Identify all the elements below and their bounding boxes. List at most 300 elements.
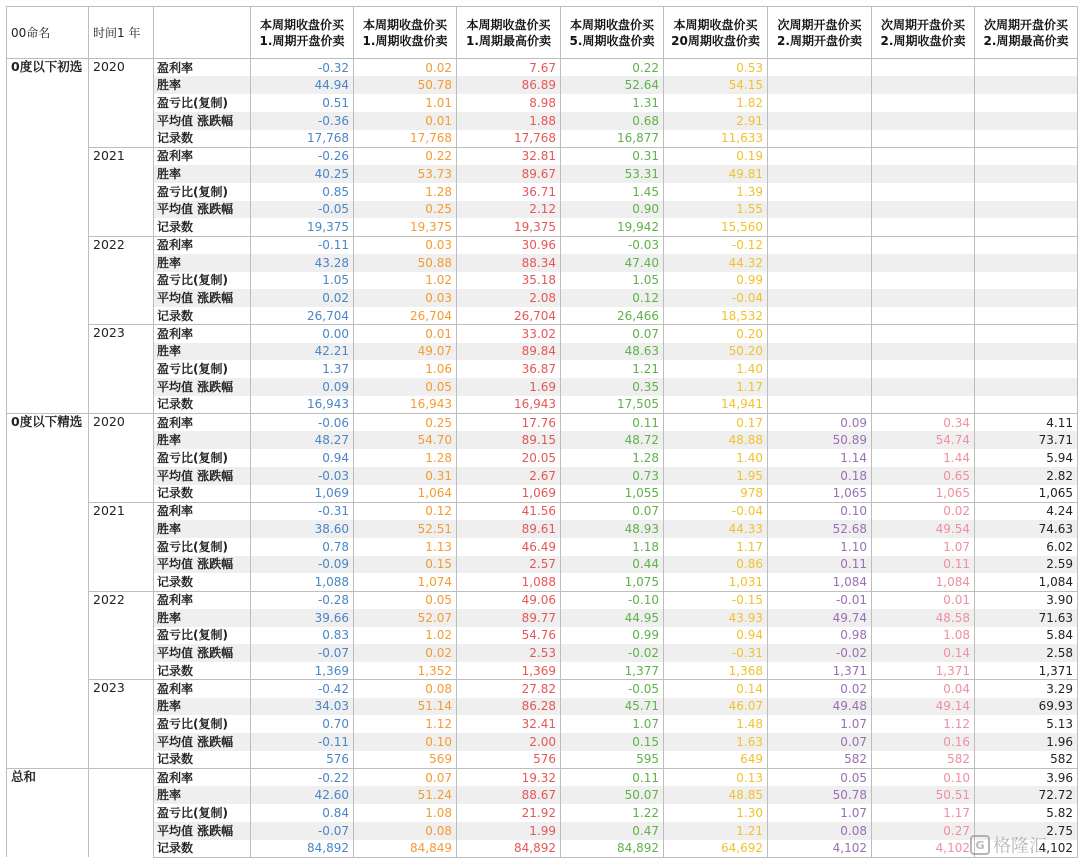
value-cell: 1.07 (872, 538, 975, 556)
value-cell: 46.07 (664, 698, 768, 716)
value-cell: 2.58 (975, 644, 1078, 662)
value-cell: 27.82 (457, 680, 561, 698)
value-cell (872, 360, 975, 378)
value-cell: 40.25 (251, 165, 354, 183)
table-row (7, 538, 1078, 556)
value-cell: 0.01 (354, 112, 457, 130)
value-cell: 0.03 (354, 236, 457, 254)
table-row (7, 627, 1078, 645)
value-cell (975, 76, 1078, 94)
value-cell: -0.36 (251, 112, 354, 130)
time-label[interactable]: 时间1 年 (89, 7, 154, 59)
value-cell: 0.12 (354, 502, 457, 520)
value-cell: 0.27 (872, 822, 975, 840)
value-cell: 1,352 (354, 662, 457, 680)
value-cell: 3.96 (975, 769, 1078, 787)
watermark (970, 832, 1066, 858)
value-cell: 17,505 (561, 396, 664, 414)
metric-label: 记录数 (154, 396, 251, 414)
value-cell (768, 343, 872, 361)
value-cell: 1,377 (561, 662, 664, 680)
value-cell: -0.02 (768, 644, 872, 662)
metric-label: 盈亏比(复制) (154, 449, 251, 467)
value-cell: 0.78 (251, 538, 354, 556)
value-cell (872, 396, 975, 414)
column-header[interactable]: 本周期收盘价买 5.周期收盘价卖 (561, 7, 664, 59)
value-cell: 649 (664, 751, 768, 769)
value-cell: 48.72 (561, 431, 664, 449)
group-label[interactable]: 0度以下精选 (7, 414, 89, 769)
value-cell (872, 94, 975, 112)
value-cell: 50.89 (768, 431, 872, 449)
value-cell: 1.12 (872, 715, 975, 733)
value-cell: -0.15 (664, 591, 768, 609)
metric-label: 记录数 (154, 751, 251, 769)
value-cell: 0.08 (354, 680, 457, 698)
value-cell: 19,375 (457, 218, 561, 236)
value-cell: 52.64 (561, 76, 664, 94)
value-cell: 0.20 (664, 325, 768, 343)
value-cell: 4,102 (975, 840, 1078, 858)
table-row (7, 485, 1078, 503)
metric-label: 盈利率 (154, 414, 251, 432)
value-cell: 0.11 (561, 414, 664, 432)
metric-label: 盈亏比(复制) (154, 272, 251, 290)
column-header[interactable]: 次周期开盘价买 2.周期最高价卖 (975, 7, 1078, 59)
table-row (7, 94, 1078, 112)
value-cell (768, 147, 872, 165)
value-cell: 26,704 (354, 307, 457, 325)
value-cell (975, 325, 1078, 343)
value-cell: 74.63 (975, 520, 1078, 538)
value-cell: 15,560 (664, 218, 768, 236)
value-cell: 54.70 (354, 431, 457, 449)
metric-label: 记录数 (154, 307, 251, 325)
value-cell: 1.17 (664, 538, 768, 556)
value-cell: 0.25 (354, 414, 457, 432)
value-cell: 1.08 (354, 804, 457, 822)
value-cell (975, 130, 1078, 148)
year-label[interactable]: 2022 (89, 236, 154, 325)
value-cell: 0.11 (561, 769, 664, 787)
value-cell: 1.63 (664, 733, 768, 751)
table-row (7, 502, 1078, 520)
value-cell: 88.67 (457, 786, 561, 804)
value-cell: 5.84 (975, 627, 1078, 645)
value-cell (768, 289, 872, 307)
value-cell: 0.44 (561, 556, 664, 574)
metric-label: 胜率 (154, 76, 251, 94)
table-body (7, 59, 1078, 858)
value-cell: 54.74 (872, 431, 975, 449)
value-cell: 1.17 (664, 378, 768, 396)
metric-label: 胜率 (154, 431, 251, 449)
value-cell: -0.01 (768, 591, 872, 609)
filter-label[interactable]: 00命名 (7, 7, 89, 59)
value-cell: 0.18 (768, 467, 872, 485)
value-cell: -0.32 (251, 59, 354, 77)
value-cell: 0.07 (768, 733, 872, 751)
value-cell: 0.19 (664, 147, 768, 165)
value-cell (872, 325, 975, 343)
value-cell: 0.31 (561, 147, 664, 165)
value-cell: 0.03 (354, 289, 457, 307)
value-cell: 7.67 (457, 59, 561, 77)
value-cell: 49.48 (768, 698, 872, 716)
value-cell: -0.10 (561, 591, 664, 609)
value-cell: 3.29 (975, 680, 1078, 698)
year-label[interactable]: 2023 (89, 680, 154, 769)
metric-label: 盈亏比(复制) (154, 94, 251, 112)
table-row (7, 786, 1078, 804)
value-cell: 16,943 (457, 396, 561, 414)
value-cell: 50.88 (354, 254, 457, 272)
value-cell: 0.73 (561, 467, 664, 485)
table-row (7, 378, 1078, 396)
value-cell: 17,768 (251, 130, 354, 148)
metric-label: 盈亏比(复制) (154, 538, 251, 556)
table-row (7, 76, 1078, 94)
value-cell: 0.02 (354, 644, 457, 662)
metric-label: 记录数 (154, 662, 251, 680)
value-cell (768, 325, 872, 343)
table-row (7, 556, 1078, 574)
value-cell: 0.08 (354, 822, 457, 840)
value-cell: 1.14 (768, 449, 872, 467)
value-cell: -0.31 (251, 502, 354, 520)
value-cell (975, 307, 1078, 325)
value-cell (975, 236, 1078, 254)
value-cell: 32.41 (457, 715, 561, 733)
value-cell: 53.73 (354, 165, 457, 183)
value-cell: 1.17 (872, 804, 975, 822)
value-cell: 17,768 (457, 130, 561, 148)
value-cell (768, 183, 872, 201)
value-cell: 1.05 (561, 272, 664, 290)
value-cell (768, 130, 872, 148)
metric-label: 盈利率 (154, 147, 251, 165)
column-header[interactable]: 本周期收盘价买 1.周期开盘价卖 (251, 7, 354, 59)
value-cell: 0.94 (251, 449, 354, 467)
table-row (7, 201, 1078, 219)
value-cell: 1,084 (768, 573, 872, 591)
value-cell: 1,074 (354, 573, 457, 591)
metric-label: 盈亏比(复制) (154, 715, 251, 733)
value-cell: 0.31 (354, 467, 457, 485)
table-row (7, 680, 1078, 698)
table-row (7, 307, 1078, 325)
value-cell: 49.14 (872, 698, 975, 716)
metric-label: 平均值 涨跌幅 (154, 201, 251, 219)
value-cell: 1.28 (354, 449, 457, 467)
value-cell: 0.05 (354, 378, 457, 396)
table-row (7, 449, 1078, 467)
value-cell (768, 254, 872, 272)
value-cell: 50.51 (872, 786, 975, 804)
metric-label: 记录数 (154, 840, 251, 858)
value-cell: 1.02 (354, 627, 457, 645)
value-cell (768, 94, 872, 112)
metric-label: 平均值 涨跌幅 (154, 289, 251, 307)
year-label[interactable] (89, 769, 154, 858)
value-cell: 64,692 (664, 840, 768, 858)
value-cell: 1,088 (457, 573, 561, 591)
value-cell: 0.99 (561, 627, 664, 645)
value-cell: 52.68 (768, 520, 872, 538)
value-cell: 0.86 (664, 556, 768, 574)
value-cell: -0.05 (251, 201, 354, 219)
metric-label: 盈亏比(复制) (154, 804, 251, 822)
value-cell: 1.06 (354, 360, 457, 378)
value-cell: 1.02 (354, 272, 457, 290)
value-cell: 1,088 (251, 573, 354, 591)
value-cell: 582 (872, 751, 975, 769)
value-cell (975, 201, 1078, 219)
value-cell: 48.88 (664, 431, 768, 449)
value-cell: 4,102 (768, 840, 872, 858)
value-cell (975, 272, 1078, 290)
value-cell: 1.05 (251, 272, 354, 290)
value-cell: 0.04 (872, 680, 975, 698)
value-cell: 16,943 (251, 396, 354, 414)
table-row (7, 804, 1078, 822)
value-cell: 582 (768, 751, 872, 769)
value-cell (768, 201, 872, 219)
value-cell: -0.28 (251, 591, 354, 609)
value-cell: 33.02 (457, 325, 561, 343)
value-cell: 1.45 (561, 183, 664, 201)
table-row (7, 644, 1078, 662)
value-cell: 1,069 (251, 485, 354, 503)
metric-label: 盈利率 (154, 59, 251, 77)
value-cell: 1.08 (872, 627, 975, 645)
value-cell: 54.15 (664, 76, 768, 94)
value-cell: 0.02 (768, 680, 872, 698)
value-cell (872, 76, 975, 94)
value-cell: 36.87 (457, 360, 561, 378)
value-cell: 1,065 (768, 485, 872, 503)
table-row (7, 165, 1078, 183)
value-cell: -0.04 (664, 289, 768, 307)
value-cell (975, 183, 1078, 201)
metric-label: 平均值 涨跌幅 (154, 467, 251, 485)
value-cell: 0.07 (354, 769, 457, 787)
value-cell: 44.32 (664, 254, 768, 272)
value-cell: 0.99 (664, 272, 768, 290)
value-cell (768, 165, 872, 183)
value-cell: 84,892 (561, 840, 664, 858)
value-cell (872, 254, 975, 272)
value-cell: 1,069 (457, 485, 561, 503)
value-cell: 0.83 (251, 627, 354, 645)
column-header[interactable]: 本周期收盘价买 1.周期最高价卖 (457, 7, 561, 59)
table-row (7, 254, 1078, 272)
value-cell: 0.02 (354, 59, 457, 77)
value-cell (975, 59, 1078, 77)
table-row (7, 112, 1078, 130)
column-header[interactable]: 次周期开盘价买 2.周期收盘价卖 (872, 7, 975, 59)
value-cell: 43.28 (251, 254, 354, 272)
column-header[interactable]: 次周期开盘价买 2.周期开盘价卖 (768, 7, 872, 59)
value-cell (872, 201, 975, 219)
table-row (7, 573, 1078, 591)
value-cell: 0.10 (768, 502, 872, 520)
value-cell: 0.01 (354, 325, 457, 343)
value-cell: 11,633 (664, 130, 768, 148)
value-cell (768, 360, 872, 378)
value-cell: -0.42 (251, 680, 354, 698)
value-cell: 52.51 (354, 520, 457, 538)
value-cell: 45.71 (561, 698, 664, 716)
value-cell: 1,084 (872, 573, 975, 591)
value-cell: 4.11 (975, 414, 1078, 432)
metric-label: 胜率 (154, 343, 251, 361)
value-cell: 0.08 (768, 822, 872, 840)
value-cell: 0.35 (561, 378, 664, 396)
value-cell: 1.40 (664, 360, 768, 378)
value-cell: 0.10 (872, 769, 975, 787)
value-cell: 1.07 (768, 715, 872, 733)
value-cell: 86.28 (457, 698, 561, 716)
value-cell: -0.11 (251, 733, 354, 751)
value-cell: 53.31 (561, 165, 664, 183)
watermark-logo-icon: G (970, 835, 990, 855)
value-cell (768, 59, 872, 77)
value-cell: 1.21 (561, 360, 664, 378)
value-cell: 0.07 (561, 502, 664, 520)
value-cell (872, 130, 975, 148)
value-cell: 576 (457, 751, 561, 769)
group-label[interactable]: 0度以下初选 (7, 59, 89, 414)
value-cell: 1,065 (872, 485, 975, 503)
value-cell: 1.01 (354, 94, 457, 112)
table-row (7, 218, 1078, 236)
value-cell: 4,102 (872, 840, 975, 858)
value-cell: 89.67 (457, 165, 561, 183)
value-cell: 569 (354, 751, 457, 769)
metric-label: 平均值 涨跌幅 (154, 112, 251, 130)
watermark-text: 格隆汇 (993, 836, 1047, 857)
value-cell: 72.72 (975, 786, 1078, 804)
value-cell (872, 236, 975, 254)
value-cell: 0.17 (664, 414, 768, 432)
value-cell: 19,375 (354, 218, 457, 236)
metric-label: 盈利率 (154, 502, 251, 520)
value-cell: 0.02 (251, 289, 354, 307)
table-row (7, 609, 1078, 627)
column-header[interactable]: 本周期收盘价买 20周期收盘价卖 (664, 7, 768, 59)
value-cell: -0.26 (251, 147, 354, 165)
value-cell: -0.03 (561, 236, 664, 254)
value-cell: 0.15 (561, 733, 664, 751)
value-cell: 16,943 (354, 396, 457, 414)
table-row (7, 467, 1078, 485)
value-cell (872, 147, 975, 165)
value-cell: 0.09 (251, 378, 354, 396)
value-cell: 2.00 (457, 733, 561, 751)
value-cell: 1.07 (768, 804, 872, 822)
table-row (7, 698, 1078, 716)
value-cell: 1.21 (664, 822, 768, 840)
value-cell: 0.05 (768, 769, 872, 787)
value-cell: 20.05 (457, 449, 561, 467)
value-cell: 14,941 (664, 396, 768, 414)
value-cell: 89.15 (457, 431, 561, 449)
value-cell: 5.94 (975, 449, 1078, 467)
value-cell: 1.22 (561, 804, 664, 822)
value-cell: 49.81 (664, 165, 768, 183)
table-row (7, 662, 1078, 680)
table-row (7, 769, 1078, 787)
value-cell: 48.93 (561, 520, 664, 538)
value-cell: 84,892 (251, 840, 354, 858)
value-cell: 0.00 (251, 325, 354, 343)
value-cell: 1,371 (975, 662, 1078, 680)
value-cell: 0.98 (768, 627, 872, 645)
column-header[interactable]: 本周期收盘价买 1.周期收盘价卖 (354, 7, 457, 59)
metric-label: 平均值 涨跌幅 (154, 733, 251, 751)
value-cell (975, 218, 1078, 236)
table-row (7, 130, 1078, 148)
metric-label: 盈利率 (154, 680, 251, 698)
year-label[interactable]: 2021 (89, 502, 154, 591)
value-cell: 21.92 (457, 804, 561, 822)
value-cell (768, 112, 872, 130)
value-cell: 49.74 (768, 609, 872, 627)
table-row (7, 360, 1078, 378)
metric-header (154, 7, 251, 59)
value-cell: 1.99 (457, 822, 561, 840)
value-cell: -0.02 (561, 644, 664, 662)
value-cell: 2.08 (457, 289, 561, 307)
metric-label: 盈利率 (154, 325, 251, 343)
metric-label: 胜率 (154, 786, 251, 804)
value-cell: 0.85 (251, 183, 354, 201)
year-label[interactable]: 2020 (89, 414, 154, 503)
value-cell: 8.98 (457, 94, 561, 112)
value-cell (975, 343, 1078, 361)
year-label[interactable]: 2020 (89, 59, 154, 148)
value-cell: -0.22 (251, 769, 354, 787)
value-cell: 84,892 (457, 840, 561, 858)
value-cell: 1.31 (561, 94, 664, 112)
value-cell: 47.40 (561, 254, 664, 272)
year-label[interactable]: 2022 (89, 591, 154, 680)
table-row (7, 183, 1078, 201)
value-cell: 0.22 (561, 59, 664, 77)
value-cell: 3.90 (975, 591, 1078, 609)
value-cell: 48.85 (664, 786, 768, 804)
group-label[interactable]: 总和 (7, 769, 89, 858)
year-label[interactable]: 2023 (89, 325, 154, 414)
table-row (7, 751, 1078, 769)
table-row (7, 822, 1078, 840)
value-cell: 48.58 (872, 609, 975, 627)
metric-label: 盈利率 (154, 769, 251, 787)
value-cell: 1.39 (664, 183, 768, 201)
value-cell: 52.07 (354, 609, 457, 627)
metric-label: 胜率 (154, 520, 251, 538)
value-cell: 0.70 (251, 715, 354, 733)
value-cell: 1.37 (251, 360, 354, 378)
value-cell (872, 59, 975, 77)
value-cell (872, 183, 975, 201)
value-cell: 36.71 (457, 183, 561, 201)
value-cell: 44.94 (251, 76, 354, 94)
metric-label: 记录数 (154, 218, 251, 236)
year-label[interactable]: 2021 (89, 147, 154, 236)
value-cell: 1.30 (664, 804, 768, 822)
